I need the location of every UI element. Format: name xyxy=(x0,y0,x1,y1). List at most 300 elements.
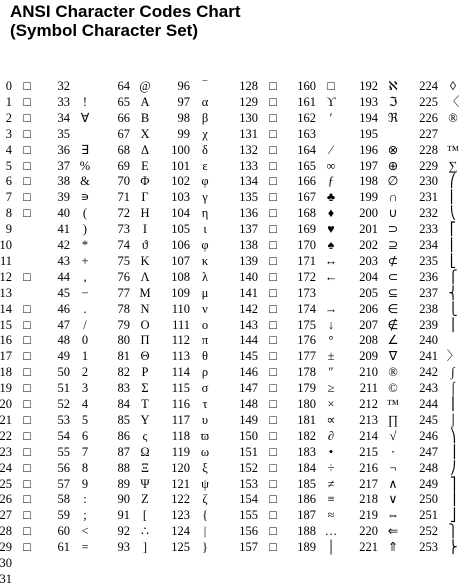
char-symbol: ) xyxy=(82,222,88,237)
char-symbol: Η xyxy=(140,206,150,221)
char-symbol: ⇑ xyxy=(387,540,399,555)
char-symbol: Π xyxy=(140,333,150,348)
char-symbol: Σ xyxy=(141,381,149,396)
char-symbol: □ xyxy=(269,444,277,459)
char-code: 186 xyxy=(297,492,316,507)
char-code: 189 xyxy=(297,540,316,555)
char-symbol: ∩ xyxy=(388,190,398,205)
char-code: 13 xyxy=(0,285,12,300)
char-code: 123 xyxy=(171,508,190,523)
char-code: 76 xyxy=(117,269,130,284)
char-code: 34 xyxy=(57,110,70,125)
char-symbol: 5 xyxy=(81,412,89,427)
char-code: 221 xyxy=(359,540,378,555)
char-code: 0 xyxy=(5,79,12,93)
char-symbol: Ι xyxy=(142,222,148,237)
char-symbol: □ xyxy=(269,540,277,555)
char-symbol: ∀ xyxy=(80,110,90,125)
char-symbol: π xyxy=(201,333,209,348)
char-code: 8 xyxy=(5,206,12,221)
char-symbol: χ xyxy=(202,126,208,141)
char-code: 74 xyxy=(117,238,130,252)
char-symbol: ∫ xyxy=(451,365,455,380)
char-code: 230 xyxy=(419,174,438,189)
char-symbol: ⎦ xyxy=(449,508,457,523)
char-symbol: □ xyxy=(269,190,277,205)
char-code: 29 xyxy=(0,540,12,555)
char-symbol: ⇔ xyxy=(386,508,400,523)
char-symbol: □ xyxy=(23,349,31,364)
char-code: 131 xyxy=(239,126,258,141)
char-symbol: ∑ xyxy=(448,158,458,173)
char-code: 236 xyxy=(419,269,438,284)
char-symbol: ♣ xyxy=(326,190,336,205)
char-code: 27 xyxy=(0,508,12,523)
char-code: 150 xyxy=(239,428,258,443)
char-symbol: Υ xyxy=(140,412,150,427)
char-code: 24 xyxy=(0,460,12,475)
char-code: 168 xyxy=(297,206,316,221)
char-code: 61 xyxy=(57,540,70,555)
char-symbol: □ xyxy=(269,206,277,221)
char-symbol: ∝ xyxy=(326,412,336,427)
char-symbol: ≥ xyxy=(327,381,335,396)
char-symbol: } xyxy=(202,540,208,555)
char-symbol: □ xyxy=(23,174,31,189)
char-code: 35 xyxy=(57,126,70,141)
char-code: 240 xyxy=(419,333,438,348)
char-symbol: × xyxy=(327,397,335,411)
char-symbol: □ xyxy=(269,238,277,252)
char-symbol xyxy=(384,126,402,143)
char-code: 70 xyxy=(117,174,130,189)
char-code: 64 xyxy=(117,79,130,93)
char-code: 242 xyxy=(419,365,438,380)
char-code: 105 xyxy=(171,222,190,237)
char-code: 91 xyxy=(117,508,130,523)
char-symbol: ς xyxy=(142,428,148,443)
char-code: 232 xyxy=(419,206,438,221)
char-symbol: ℜ xyxy=(387,110,399,125)
char-code: 217 xyxy=(359,476,378,491)
char-symbol: • xyxy=(328,444,334,459)
char-symbol: ⇐ xyxy=(387,524,399,539)
char-code: 3 xyxy=(5,126,12,141)
char-code: 89 xyxy=(117,476,130,491)
char-code: 155 xyxy=(239,508,258,523)
char-symbol: Φ xyxy=(140,174,150,189)
char-code: 147 xyxy=(239,381,258,396)
char-symbol: ε xyxy=(202,158,208,173)
char-code: 218 xyxy=(359,492,378,507)
char-code: 134 xyxy=(239,174,258,189)
char-code: 210 xyxy=(359,365,378,380)
char-code: 202 xyxy=(359,238,378,252)
char-symbol: ∉ xyxy=(387,317,399,332)
char-symbol: ⊗ xyxy=(387,142,399,157)
char-symbol: Ε xyxy=(141,158,149,173)
char-symbol: Μ xyxy=(139,285,151,300)
char-code: 144 xyxy=(239,333,258,348)
char-symbol: ∅ xyxy=(387,174,399,189)
char-symbol: − xyxy=(81,285,89,300)
char-code: 140 xyxy=(239,269,258,284)
char-code: 82 xyxy=(117,365,130,380)
char-symbol: ′ xyxy=(329,110,333,125)
char-code: 136 xyxy=(239,206,258,221)
char-code: 122 xyxy=(171,492,190,507)
char-code: 113 xyxy=(171,349,190,364)
char-code: 152 xyxy=(239,460,258,475)
char-symbol: Ψ xyxy=(140,476,150,491)
char-code: 209 xyxy=(359,349,378,364)
char-symbol: □ xyxy=(23,508,31,523)
char-code: 235 xyxy=(419,253,438,268)
page-title xyxy=(10,2,241,40)
char-code: 211 xyxy=(359,381,378,396)
char-code: 80 xyxy=(117,333,130,348)
char-symbol: ∞ xyxy=(326,158,336,173)
char-code: 231 xyxy=(419,190,438,205)
char-symbol: Θ xyxy=(140,349,150,364)
char-code: 247 xyxy=(419,444,438,459)
char-symbol: □ xyxy=(269,79,277,93)
char-symbol: = xyxy=(81,540,89,555)
char-code: 18 xyxy=(0,365,12,380)
char-symbol: Ξ xyxy=(140,460,150,475)
char-code: 149 xyxy=(239,412,258,427)
title-line-1: ANSI Character Codes Chart xyxy=(10,2,241,21)
char-code: 157 xyxy=(239,540,258,555)
char-code: 97 xyxy=(177,94,190,109)
char-code: 171 xyxy=(297,253,316,268)
char-code: 174 xyxy=(297,301,316,316)
char-code: 251 xyxy=(419,508,438,523)
char-code: 196 xyxy=(359,142,378,157)
char-code: 88 xyxy=(117,460,130,475)
char-code: 110 xyxy=(171,301,190,316)
char-code: 52 xyxy=(57,397,70,411)
char-symbol: 〈 xyxy=(446,94,460,109)
char-code: 203 xyxy=(359,253,378,268)
char-code: 40 xyxy=(57,206,70,221)
char-symbol xyxy=(76,78,94,95)
char-code: 142 xyxy=(239,301,258,316)
char-code: 104 xyxy=(171,206,190,221)
char-code: 199 xyxy=(359,190,378,205)
char-symbol: □ xyxy=(23,365,31,380)
char-code: 195 xyxy=(359,126,378,141)
char-symbol: □ xyxy=(269,349,277,364)
char-symbol: ∏ xyxy=(387,412,399,427)
char-symbol: ⎞ xyxy=(449,428,457,443)
char-code: 250 xyxy=(419,492,438,507)
char-code: 72 xyxy=(117,206,130,221)
char-code: 42 xyxy=(57,238,70,252)
char-symbol xyxy=(18,253,36,270)
char-symbol: ♥ xyxy=(327,222,335,237)
char-code: 205 xyxy=(359,285,378,300)
char-code: 73 xyxy=(117,222,130,237)
char-code: 117 xyxy=(171,412,190,427)
char-symbol: ⎣ xyxy=(449,253,457,268)
char-symbol: γ xyxy=(202,190,208,205)
char-code: 156 xyxy=(239,524,258,539)
char-symbol: [ xyxy=(142,508,148,523)
char-code: 187 xyxy=(297,508,316,523)
char-code: 21 xyxy=(0,412,12,427)
char-code: 116 xyxy=(171,397,190,411)
char-symbol: 4 xyxy=(81,397,89,411)
char-symbol: Λ xyxy=(140,269,150,284)
char-symbol: 2 xyxy=(81,365,89,380)
char-symbol: / xyxy=(83,317,87,332)
char-code: 57 xyxy=(57,476,70,491)
char-code: 182 xyxy=(297,428,316,443)
char-symbol: □ xyxy=(23,492,31,507)
char-symbol: □ xyxy=(269,428,277,443)
char-code: 109 xyxy=(171,285,190,300)
char-symbol: , xyxy=(83,269,87,284)
char-symbol: . xyxy=(83,301,87,316)
char-symbol: ∠ xyxy=(387,333,399,348)
char-code: 38 xyxy=(57,174,70,189)
char-symbol: □ xyxy=(23,158,31,173)
char-symbol: ω xyxy=(200,444,210,459)
char-code: 26 xyxy=(0,492,12,507)
char-code: 183 xyxy=(297,444,316,459)
char-symbol: □ xyxy=(23,444,31,459)
char-symbol: σ xyxy=(201,381,209,396)
char-symbol: Ω xyxy=(140,444,150,459)
char-symbol: ⎪ xyxy=(448,317,458,332)
char-symbol: ⎫ xyxy=(448,524,458,539)
char-symbol: ≡ xyxy=(327,492,335,507)
char-code: 227 xyxy=(419,126,438,141)
char-code: 106 xyxy=(171,238,190,252)
char-code: 49 xyxy=(57,349,70,364)
char-code: 207 xyxy=(359,317,378,332)
char-code: 181 xyxy=(297,412,316,427)
char-symbol: ® xyxy=(388,365,398,380)
char-code: 51 xyxy=(57,381,70,396)
char-symbol: ∈ xyxy=(387,301,399,316)
char-code: 58 xyxy=(57,492,70,507)
char-code: 87 xyxy=(117,444,130,459)
char-symbol xyxy=(444,126,462,143)
char-code: 86 xyxy=(117,428,130,443)
char-symbol: ⎮ xyxy=(449,397,457,411)
char-code: 4 xyxy=(5,142,12,157)
char-code: 83 xyxy=(117,381,130,396)
char-code: 20 xyxy=(0,397,12,411)
char-code: 14 xyxy=(0,301,12,316)
char-symbol: ϑ xyxy=(141,238,149,252)
char-symbol: □ xyxy=(269,460,277,475)
char-symbol xyxy=(18,221,36,238)
char-code: 115 xyxy=(171,381,190,396)
char-symbol: Ο xyxy=(140,317,150,332)
char-symbol: Ζ xyxy=(141,492,149,507)
char-symbol: □ xyxy=(269,269,277,284)
char-symbol: √ xyxy=(389,428,397,443)
char-code: 162 xyxy=(297,110,316,125)
char-code: 16 xyxy=(0,333,12,348)
char-code: 1 xyxy=(5,94,12,109)
char-code: 243 xyxy=(419,381,438,396)
char-code: 118 xyxy=(171,428,190,443)
char-code: 9 xyxy=(5,222,12,237)
char-symbol: ≈ xyxy=(327,508,335,523)
char-code: 77 xyxy=(117,285,130,300)
char-code: 56 xyxy=(57,460,70,475)
char-symbol: : xyxy=(83,492,87,507)
char-code: 169 xyxy=(297,222,316,237)
char-symbol: □ xyxy=(23,206,31,221)
char-code: 166 xyxy=(297,174,316,189)
char-symbol: ♦ xyxy=(327,206,335,221)
char-code: 170 xyxy=(297,238,316,252)
char-symbol: ϖ xyxy=(200,428,210,443)
char-code: 212 xyxy=(359,397,378,411)
char-symbol: Δ xyxy=(140,142,150,157)
char-symbol xyxy=(322,285,340,302)
char-code: 124 xyxy=(171,524,190,539)
char-code: 128 xyxy=(239,79,258,93)
char-code: 48 xyxy=(57,333,70,348)
char-code: 154 xyxy=(239,492,258,507)
char-symbol: □ xyxy=(269,174,277,189)
char-symbol: □ xyxy=(23,269,31,284)
char-symbol: ℑ xyxy=(388,94,398,109)
char-code: 67 xyxy=(117,126,130,141)
char-symbol: + xyxy=(81,253,89,268)
char-code: 163 xyxy=(297,126,316,141)
char-symbol: □ xyxy=(269,333,277,348)
char-symbol: 〉 xyxy=(446,349,460,364)
char-code: 46 xyxy=(57,301,70,316)
char-symbol: □ xyxy=(269,524,277,539)
char-symbol: { xyxy=(202,508,208,523)
char-code: 66 xyxy=(117,110,130,125)
char-code: 213 xyxy=(359,412,378,427)
char-code: 53 xyxy=(57,412,70,427)
char-code: 185 xyxy=(297,476,316,491)
char-code: 173 xyxy=(297,285,316,300)
char-symbol: 6 xyxy=(81,428,89,443)
char-symbol: … xyxy=(324,524,338,539)
char-symbol: ⋅ xyxy=(391,444,395,459)
char-code: 33 xyxy=(57,94,70,109)
char-symbol: │ xyxy=(326,540,336,555)
char-symbol xyxy=(18,285,36,302)
char-symbol: ″ xyxy=(328,365,334,380)
char-code: 249 xyxy=(419,476,438,491)
char-symbol: □ xyxy=(23,524,31,539)
char-symbol: □ xyxy=(269,253,277,268)
char-symbol: □ xyxy=(23,540,31,555)
char-symbol: ; xyxy=(83,508,87,523)
char-code: 178 xyxy=(297,365,316,380)
char-symbol: Ρ xyxy=(141,365,149,380)
char-code: 47 xyxy=(57,317,70,332)
char-symbol: □ xyxy=(23,317,31,332)
char-symbol: ⌡ xyxy=(449,412,457,427)
char-code: 55 xyxy=(57,444,70,459)
char-symbol: Ν xyxy=(140,301,150,316)
char-code: 132 xyxy=(239,142,258,157)
char-symbol: □ xyxy=(269,412,277,427)
char-code: 78 xyxy=(117,301,130,316)
char-symbol xyxy=(18,555,36,572)
char-code: 176 xyxy=(297,333,316,348)
char-code: 79 xyxy=(117,317,130,332)
char-code: 25 xyxy=(0,476,12,491)
char-code: 99 xyxy=(177,126,190,141)
char-code: 233 xyxy=(419,222,438,237)
char-code: 54 xyxy=(57,428,70,443)
char-code: 214 xyxy=(359,428,378,443)
char-code: 208 xyxy=(359,333,378,348)
char-code: 216 xyxy=(359,460,378,475)
char-symbol: ⊃ xyxy=(387,222,399,237)
char-symbol: ∨ xyxy=(388,492,398,507)
char-symbol: □ xyxy=(23,110,31,125)
char-symbol: ™ xyxy=(386,397,400,411)
char-code: 220 xyxy=(359,524,378,539)
char-code: 107 xyxy=(171,253,190,268)
char-symbol: ( xyxy=(82,206,88,221)
char-symbol: ρ xyxy=(201,365,209,380)
char-symbol: ⎟ xyxy=(449,444,457,459)
char-symbol: © xyxy=(388,381,398,396)
char-code: 143 xyxy=(239,317,258,332)
char-code: 71 xyxy=(117,190,130,205)
char-symbol: ο xyxy=(201,317,209,332)
char-code: 23 xyxy=(0,444,12,459)
char-code: 146 xyxy=(239,365,258,380)
char-code: 177 xyxy=(297,349,316,364)
char-code: 120 xyxy=(171,460,190,475)
char-code: 197 xyxy=(359,158,378,173)
char-code: 141 xyxy=(239,285,258,300)
char-code: 253 xyxy=(419,540,438,555)
char-code: 148 xyxy=(239,397,258,411)
char-code: 30 xyxy=(0,556,12,570)
char-code: 125 xyxy=(171,540,190,555)
char-symbol: ⎜ xyxy=(449,190,457,205)
char-symbol: ↔ xyxy=(324,253,338,268)
char-symbol: ι xyxy=(203,222,207,237)
char-code: 219 xyxy=(359,508,378,523)
char-symbol: 7 xyxy=(81,444,89,459)
char-symbol: λ xyxy=(201,269,209,284)
char-symbol: □ xyxy=(269,365,277,380)
char-code: 137 xyxy=(239,222,258,237)
char-symbol: □ xyxy=(23,333,31,348)
char-code: 22 xyxy=(0,428,12,443)
char-code: 184 xyxy=(297,460,316,475)
char-symbol: ∪ xyxy=(388,206,398,221)
char-symbol: ∇ xyxy=(388,349,398,364)
character-chart xyxy=(0,78,474,586)
char-symbol: ♠ xyxy=(327,238,335,252)
char-symbol: □ xyxy=(269,94,277,109)
char-symbol: ζ xyxy=(202,492,208,507)
char-code: 138 xyxy=(239,238,258,252)
char-symbol: ⎛ xyxy=(449,174,457,189)
char-symbol: Τ xyxy=(141,397,149,411)
